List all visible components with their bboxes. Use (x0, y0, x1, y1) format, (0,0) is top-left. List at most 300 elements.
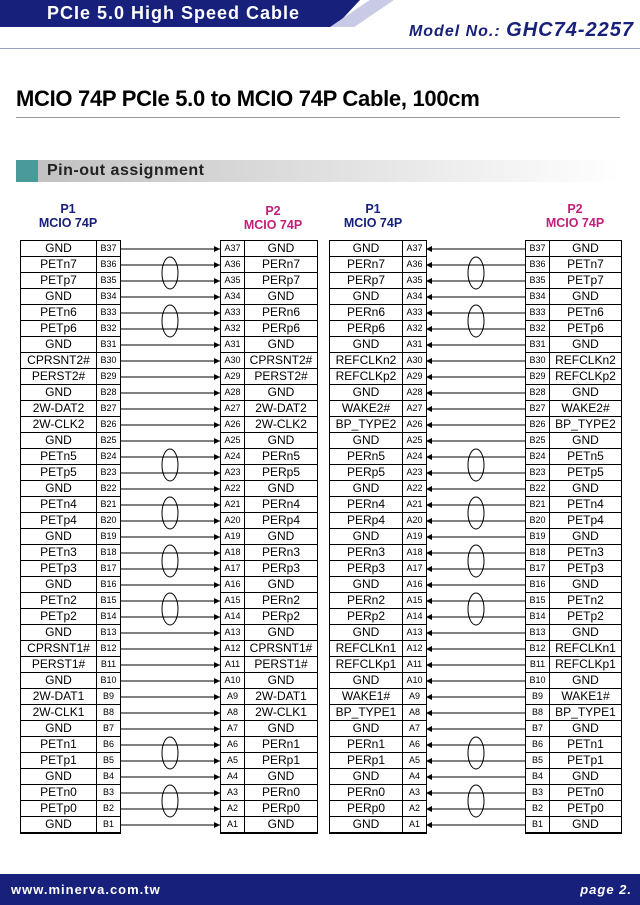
right-arrow-icon (426, 310, 432, 316)
right-p1-signal: PERp4 (346, 513, 386, 527)
right-arrow-icon (426, 726, 432, 732)
right-p2-signal: PETp4 (567, 513, 604, 527)
right-arrow-icon (426, 326, 432, 332)
right-p2-pin: B12 (526, 641, 550, 656)
left-p1-signal: GND (45, 577, 72, 591)
right-p2-pin: B1 (526, 817, 550, 832)
left-p2-signal: GND (267, 337, 295, 351)
right-p2-signal: PETn6 (567, 305, 604, 319)
right-pair-oval (468, 545, 484, 577)
left-p2-signal: GND (267, 385, 295, 399)
right-p2-pin: B32 (526, 321, 550, 336)
right-p1-signal: REFCLKn1 (335, 641, 397, 655)
right-p2-signal: GND (572, 529, 599, 543)
left-p1-pin: B31 (96, 337, 120, 352)
right-p1-pin: A24 (402, 449, 426, 464)
right-p1-signal: PERn5 (346, 449, 386, 463)
left-p2-pin: A30 (221, 353, 245, 368)
left-arrow-icon (214, 470, 220, 476)
left-arrow-icon (214, 662, 220, 668)
right-p2-pin: B23 (526, 465, 550, 480)
left-p1-pin: B20 (96, 513, 120, 528)
left-pair-oval (162, 785, 178, 817)
right-p2-pin: B19 (526, 529, 550, 544)
right-p1-pin: A32 (402, 321, 426, 336)
left-p2-signal: PERn3 (261, 545, 301, 559)
left-p2-pin: A14 (221, 609, 245, 624)
left-p1-signal: PETp2 (40, 609, 77, 623)
left-p2-pin: A25 (221, 433, 245, 448)
right-arrow-icon (426, 630, 432, 636)
right-p1-pin: A20 (402, 513, 426, 528)
left-p2-signal: PERST2# (254, 369, 308, 383)
right-arrow-icon (426, 246, 432, 252)
left-arrow-icon (214, 390, 220, 396)
left-p2-pin: A15 (221, 593, 245, 608)
right-p1-signal: GND (352, 529, 380, 543)
left-pair-oval (162, 737, 178, 769)
left-p2-signal: PERn6 (261, 305, 301, 319)
left-arrow-icon (214, 502, 220, 508)
right-p1-pin: A5 (402, 753, 426, 768)
right-p1-pin: A19 (402, 529, 426, 544)
right-p2-pin: B24 (526, 449, 550, 464)
left-p2-signal: CPRSNT1# (249, 641, 313, 655)
right-p2-signal: BP_TYPE2 (555, 417, 616, 431)
left-p2-signal: PERn4 (261, 497, 301, 511)
left-p1-pin: B3 (96, 785, 120, 800)
left-p1-connector: MCIO 74P (38, 216, 98, 230)
right-pair-oval (468, 737, 484, 769)
right-arrow-icon (426, 390, 432, 396)
left-p1-pin: B25 (96, 433, 120, 448)
right-p2-signal: GND (572, 673, 599, 687)
right-p1-signal: PERp7 (346, 273, 386, 287)
right-p2-pin: B7 (526, 721, 550, 736)
left-arrow-icon (214, 694, 220, 700)
right-p2-signal: GND (572, 577, 599, 591)
right-p1-pin: A22 (402, 481, 426, 496)
right-p1-signal: GND (352, 337, 380, 351)
right-p2-pin: B18 (526, 545, 550, 560)
right-p1-pin: A34 (402, 289, 426, 304)
right-p2-pin: B14 (526, 609, 550, 624)
left-p1-pin: B15 (96, 593, 120, 608)
right-p1-signal: GND (352, 385, 380, 399)
left-p2-pin: A8 (221, 705, 245, 720)
right-p2-pin: B15 (526, 593, 550, 608)
left-p1-pin: B34 (96, 289, 120, 304)
left-p1-signal: CPRSNT2# (27, 353, 90, 367)
left-p1-signal: PERST2# (31, 369, 86, 383)
right-p1-signal: GND (352, 241, 380, 255)
left-p1-signal: PETn4 (40, 497, 77, 511)
right-arrow-icon (426, 294, 432, 300)
right-p1-signal: PERp1 (346, 753, 386, 767)
right-p1-signal: PERn2 (346, 593, 386, 607)
right-p1-pin: A35 (402, 273, 426, 288)
right-p1-pin: A33 (402, 305, 426, 320)
right-arrow-icon (426, 534, 432, 540)
left-p2-signal: GND (267, 433, 295, 447)
left-p1-pin: B9 (96, 689, 120, 704)
right-p1-signal: PERn7 (346, 257, 386, 271)
right-p1-pin: A12 (402, 641, 426, 656)
left-p1-pin: B17 (96, 561, 120, 576)
left-p2-pin: A29 (221, 369, 245, 384)
left-arrow-icon (214, 246, 220, 252)
left-p1-signal: PETn0 (40, 785, 77, 799)
left-p1-signal: PETn5 (40, 449, 77, 463)
left-pair-oval (162, 593, 178, 625)
left-p1-signal: PETn3 (40, 545, 77, 559)
left-p2-signal: PERp2 (261, 609, 301, 623)
left-pair-oval (162, 449, 178, 481)
left-p1-pin: B1 (96, 817, 120, 832)
left-arrow-icon (214, 342, 220, 348)
right-pair-oval (468, 257, 484, 289)
right-p1-pin: A36 (402, 257, 426, 272)
right-p1-connector: MCIO 74P (343, 216, 403, 230)
right-arrow-icon (426, 438, 432, 444)
right-p2-connector: MCIO 74P (545, 216, 605, 230)
right-p1-pin: A6 (402, 737, 426, 752)
right-arrow-icon (426, 742, 432, 748)
right-p2-pin: B29 (526, 369, 550, 384)
left-arrow-icon (214, 326, 220, 332)
right-arrow-icon (426, 262, 432, 268)
right-p2-pin: B4 (526, 769, 550, 784)
right-p1-signal: GND (352, 817, 380, 831)
left-p2-signal: GND (267, 481, 295, 495)
left-p1-pin: B2 (96, 801, 120, 816)
left-p1-signal: GND (45, 241, 72, 255)
left-p2-signal: PERn5 (261, 449, 301, 463)
left-p2-signal: 2W-DAT2 (255, 401, 307, 415)
right-p2-signal: PETp5 (567, 465, 604, 479)
left-p2-signal: GND (267, 241, 295, 255)
right-p2-signal: GND (572, 481, 599, 495)
left-p2-signal: PERn0 (261, 785, 301, 799)
left-arrow-icon (214, 726, 220, 732)
right-p2-signal: WAKE1# (561, 689, 610, 703)
right-arrow-icon (426, 518, 432, 524)
right-p1-signal: PERn0 (346, 785, 386, 799)
left-p2-signal: 2W-DAT1 (255, 689, 307, 703)
left-p1-pin: B19 (96, 529, 120, 544)
left-p1-pin: B22 (96, 481, 120, 496)
right-p1-label: P1 (365, 202, 381, 216)
right-p1-pin: A30 (402, 353, 426, 368)
left-p2-pin: A13 (221, 625, 245, 640)
model-value: GHC74-2257 (506, 19, 634, 41)
right-p2-signal: GND (572, 625, 599, 639)
left-p1-pin: B4 (96, 769, 120, 784)
left-p1-signal: GND (45, 385, 72, 399)
right-p1-signal: WAKE1# (341, 689, 391, 703)
right-p1-signal: GND (352, 625, 380, 639)
right-p2-signal: PETp0 (567, 801, 604, 815)
left-p2-pin: A1 (221, 817, 245, 832)
left-arrow-icon (214, 758, 220, 764)
left-p1-pin: B7 (96, 721, 120, 736)
left-p1-signal: GND (45, 817, 72, 831)
left-p2-signal: GND (267, 529, 295, 543)
left-p1-signal: PETp1 (40, 753, 77, 767)
left-p1-pin: B13 (96, 625, 120, 640)
left-arrow-icon (214, 518, 220, 524)
right-p2-signal: GND (572, 289, 599, 303)
right-p1-signal: REFCLKn2 (335, 353, 397, 367)
left-p1-pin: B27 (96, 401, 120, 416)
right-p2-pin: B2 (526, 801, 550, 816)
left-arrow-icon (214, 310, 220, 316)
right-p1-signal: PERn4 (346, 497, 386, 511)
right-p1-signal: GND (352, 433, 380, 447)
left-arrow-icon (214, 630, 220, 636)
left-p1-signal: GND (45, 625, 72, 639)
left-arrow-icon (214, 486, 220, 492)
left-arrow-icon (214, 358, 220, 364)
right-arrow-icon (426, 550, 432, 556)
left-p1-signal: PETp0 (40, 801, 77, 815)
right-p2-signal: GND (572, 817, 599, 831)
left-p1-signal: GND (45, 337, 72, 351)
right-p1-signal: PERp3 (346, 561, 386, 575)
left-p2-pin: A16 (221, 577, 245, 592)
right-p1-signal: PERp6 (346, 321, 386, 335)
left-p2-signal: GND (267, 817, 295, 831)
page-number: page 2. (580, 882, 632, 897)
left-arrow-icon (214, 678, 220, 684)
left-p2-signal: PERp6 (261, 321, 301, 335)
right-p2-pin: B21 (526, 497, 550, 512)
left-p1-signal: GND (45, 529, 72, 543)
right-p2-signal: GND (572, 769, 599, 783)
right-p2-pin: B25 (526, 433, 550, 448)
left-p2-pin: A34 (221, 289, 245, 304)
left-p1-pin: B35 (96, 273, 120, 288)
right-arrow-icon (426, 422, 432, 428)
right-arrow-icon (426, 614, 432, 620)
right-p1-pin: A9 (402, 689, 426, 704)
right-pair-oval (468, 785, 484, 817)
left-p1-pin: B37 (96, 241, 120, 256)
left-p2-pin: A17 (221, 561, 245, 576)
right-arrow-icon (426, 502, 432, 508)
left-p2-pin: A21 (221, 497, 245, 512)
right-p1-pin: A14 (402, 609, 426, 624)
right-pair-oval (468, 593, 484, 625)
left-p1-pin: B12 (96, 641, 120, 656)
right-p2-pin: B9 (526, 689, 550, 704)
left-p1-pin: B16 (96, 577, 120, 592)
right-arrow-icon (426, 806, 432, 812)
right-p1-pin: A17 (402, 561, 426, 576)
left-p2-signal: PERp3 (261, 561, 301, 575)
left-p1-pin: B21 (96, 497, 120, 512)
right-p2-pin: B20 (526, 513, 550, 528)
right-p2-signal: PETn3 (567, 545, 604, 559)
left-p2-signal: 2W-CLK2 (255, 417, 307, 431)
left-p2-pin: A4 (221, 769, 245, 784)
left-p2-pin: A35 (221, 273, 245, 288)
right-p2-signal: REFCLKn2 (555, 353, 616, 367)
left-p2-signal: GND (267, 289, 295, 303)
banner-title: PCIe 5.0 High Speed Cable (47, 3, 301, 23)
right-p2-signal: PETn2 (567, 593, 604, 607)
right-p1-pin: A8 (402, 705, 426, 720)
left-pair-oval (162, 497, 178, 529)
right-p1-signal: GND (352, 769, 380, 783)
right-p1-pin: A27 (402, 401, 426, 416)
left-arrow-icon (214, 566, 220, 572)
right-p2-pin: B10 (526, 673, 550, 688)
left-p2-pin: A22 (221, 481, 245, 496)
left-p2-signal: GND (267, 673, 295, 687)
left-p2-pin: A31 (221, 337, 245, 352)
model-label: Model No.: (408, 23, 501, 40)
left-pair-oval (162, 257, 178, 289)
right-p1-pin: A1 (402, 817, 426, 832)
page-title: MCIO 74P PCIe 5.0 to MCIO 74P Cable, 100cm (16, 86, 480, 111)
left-arrow-icon (214, 822, 220, 828)
left-p1-signal: PETn7 (40, 257, 77, 271)
left-arrow-icon (214, 406, 220, 412)
right-p1-signal: PERp2 (346, 609, 386, 623)
left-arrow-icon (214, 422, 220, 428)
left-arrow-icon (214, 278, 220, 284)
left-p2-pin: A6 (221, 737, 245, 752)
left-p2-signal: PERp0 (261, 801, 301, 815)
right-p2-pin: B22 (526, 481, 550, 496)
right-arrow-icon (426, 454, 432, 460)
right-p2-signal: REFCLKp2 (555, 369, 616, 383)
left-p2-pin: A32 (221, 321, 245, 336)
left-p1-pin: B28 (96, 385, 120, 400)
right-p2-pin: B26 (526, 417, 550, 432)
right-arrow-icon (426, 582, 432, 588)
right-arrow-icon (426, 598, 432, 604)
right-pair-oval (468, 497, 484, 529)
right-arrow-icon (426, 710, 432, 716)
right-arrow-icon (426, 694, 432, 700)
right-p2-pin: B34 (526, 289, 550, 304)
right-p2-pin: B27 (526, 401, 550, 416)
left-p2-signal: 2W-CLK1 (255, 705, 307, 719)
left-p1-signal: PETn2 (40, 593, 77, 607)
right-p2-signal: PETn0 (567, 785, 604, 799)
right-p1-pin: A18 (402, 545, 426, 560)
right-arrow-icon (426, 678, 432, 684)
left-p2-pin: A11 (221, 657, 245, 672)
right-p2-signal: GND (572, 241, 599, 255)
right-p1-signal: PERn1 (346, 737, 386, 751)
left-p1-pin: B5 (96, 753, 120, 768)
right-p2-signal: PETn5 (567, 449, 604, 463)
left-p1-signal: PETp6 (40, 321, 77, 335)
right-p2-label: P2 (567, 202, 583, 216)
left-arrow-icon (214, 582, 220, 588)
right-p2-signal: PETp6 (567, 321, 604, 335)
footer-url: www.minerva.com.tw (11, 882, 161, 897)
right-p1-signal: PERn6 (346, 305, 386, 319)
left-p2-pin: A2 (221, 801, 245, 816)
right-p2-pin: B31 (526, 337, 550, 352)
left-p1-pin: B14 (96, 609, 120, 624)
left-p2-signal: PERn1 (261, 737, 301, 751)
left-arrow-icon (214, 438, 220, 444)
left-arrow-icon (214, 614, 220, 620)
left-p1-pin: B18 (96, 545, 120, 560)
left-p1-signal: GND (45, 481, 72, 495)
right-arrow-icon (426, 358, 432, 364)
left-p2-pin: A12 (221, 641, 245, 656)
section-title: Pin-out assignment (47, 162, 205, 179)
left-p1-pin: B8 (96, 705, 120, 720)
right-p2-pin: B33 (526, 305, 550, 320)
left-p2-pin: A5 (221, 753, 245, 768)
left-p2-pin: A26 (221, 417, 245, 432)
right-p2-signal: PETn7 (567, 257, 604, 271)
right-p2-signal: GND (572, 433, 599, 447)
left-arrow-icon (214, 550, 220, 556)
left-p2-signal: PERp7 (261, 273, 301, 287)
right-p1-signal: GND (352, 289, 380, 303)
left-p2-signal: PERn2 (261, 593, 301, 607)
right-p1-pin: A23 (402, 465, 426, 480)
right-p2-signal: WAKE2# (561, 401, 610, 415)
left-p1-signal: PETp5 (40, 465, 77, 479)
right-p2-pin: B11 (526, 657, 550, 672)
left-pair-oval (162, 305, 178, 337)
right-arrow-icon (426, 470, 432, 476)
left-p2-signal: CPRSNT2# (249, 353, 313, 367)
left-p1-pin: B6 (96, 737, 120, 752)
left-arrow-icon (214, 374, 220, 380)
left-p1-signal: PETp3 (40, 561, 77, 575)
right-p1-pin: A15 (402, 593, 426, 608)
right-p1-signal: PERp0 (346, 801, 386, 815)
right-arrow-icon (426, 342, 432, 348)
right-p1-signal: WAKE2# (341, 401, 391, 415)
right-p2-signal: PETp1 (567, 753, 604, 767)
left-p2-pin: A18 (221, 545, 245, 560)
left-arrow-icon (214, 806, 220, 812)
right-pair-oval (468, 449, 484, 481)
right-arrow-icon (426, 486, 432, 492)
right-p2-pin: B5 (526, 753, 550, 768)
right-pair-oval (468, 305, 484, 337)
right-p2-signal: PETn1 (567, 737, 604, 751)
right-p2-pin: B3 (526, 785, 550, 800)
left-p1-signal: 2W-CLK1 (32, 705, 85, 719)
left-arrow-icon (214, 710, 220, 716)
left-p2-signal: PERp4 (261, 513, 301, 527)
right-p2-pin: B17 (526, 561, 550, 576)
left-p2-pin: A37 (221, 241, 245, 256)
right-p1-pin: A28 (402, 385, 426, 400)
left-p2-connector: MCIO 74P (243, 218, 303, 232)
left-p1-pin: B26 (96, 417, 120, 432)
left-p2-label: P2 (265, 204, 281, 218)
left-p1-label: P1 (60, 202, 76, 216)
right-p1-signal: BP_TYPE1 (335, 705, 397, 719)
left-p2-signal: PERp5 (261, 465, 301, 479)
left-p1-pin: B30 (96, 353, 120, 368)
left-p1-signal: PETp7 (40, 273, 77, 287)
right-p1-pin: A4 (402, 769, 426, 784)
